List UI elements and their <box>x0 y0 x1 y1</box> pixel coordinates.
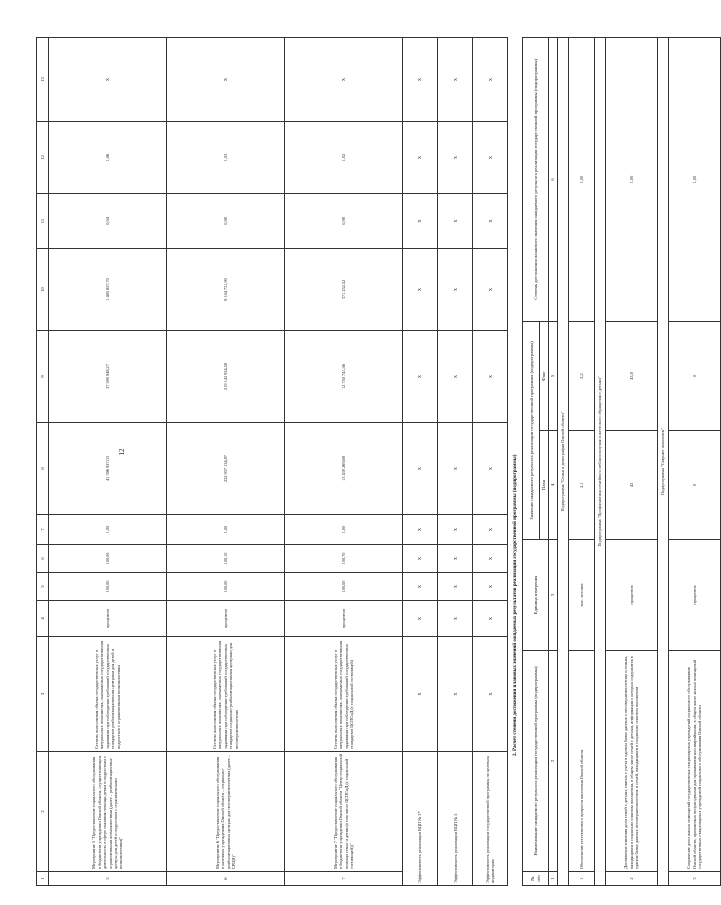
col-num: 2 <box>549 651 558 872</box>
subprogram-title: Подпрограмма "Старшее поколение" <box>657 38 668 886</box>
value-cell: 1,02 <box>285 122 403 194</box>
plan-value: 0 <box>668 431 720 540</box>
col-num: 6 <box>549 38 558 322</box>
value-cell: 8 104 731,90 <box>167 249 285 331</box>
summary-cell: X <box>473 637 508 752</box>
indicator-name: Степень выполнения объема государственных услуг в натуральных показателях, оказываемых государственными заданиями при соблюдении требований государственных стандартов социально-реабилитационными центрами для несовершеннолетних <box>167 637 285 752</box>
unit: процентов <box>668 540 720 651</box>
value-cell: 1,03 <box>167 122 285 194</box>
degree-value: 1,00 <box>605 38 657 322</box>
value-cell: 12 750 741,56 <box>285 331 403 423</box>
result-name: Обеспечение естественного прироста населения Омской области <box>568 651 594 872</box>
col-num: 9 <box>37 331 49 423</box>
results-column-number-row <box>549 38 558 886</box>
summary-cell: X <box>403 515 438 545</box>
fact-value: 2,2 <box>568 322 594 431</box>
value-cell: 1,00 <box>49 515 167 545</box>
measure-name: Мероприятие 5 "Предоставление социального обслуживания в бюджетном учреждении Омской области, осуществляющем деятельность в сфере оказания помощи детям и подросткам с ограниченными возможностями (далее – реабилитационные центры для детей и подростков с ограниченными возможностями)" <box>49 752 167 872</box>
subprogram-title: Подпрограмма "Профилактика семейного неблагополучия и жестокого обращения с детьми" <box>594 38 605 886</box>
results-table <box>522 37 720 886</box>
value-cell: X <box>285 38 403 122</box>
col-num: 5 <box>549 322 558 431</box>
fact-value: 43,8 <box>605 322 657 431</box>
value-cell: 222 937 134,87 <box>167 423 285 515</box>
value-cell: 1,00 <box>167 515 285 545</box>
results-header-row <box>523 38 540 886</box>
col-num: 2 <box>37 752 49 872</box>
unit: процентов <box>49 601 167 637</box>
row-number: 1 <box>568 872 594 886</box>
table-row <box>668 38 720 886</box>
summary-cell: X <box>438 331 473 423</box>
summary-cell: X <box>473 194 508 249</box>
subprogram-row <box>657 38 668 886</box>
col-num: 8 <box>37 423 49 515</box>
value-cell: X <box>49 38 167 122</box>
row-number: 7 <box>285 872 403 886</box>
header-fact: Факт <box>540 322 549 431</box>
unit: процентов <box>167 601 285 637</box>
unit: процентов <box>285 601 403 637</box>
summary-cell: X <box>438 122 473 194</box>
col-num: 7 <box>37 515 49 545</box>
summary-cell: X <box>403 38 438 122</box>
summary-row <box>438 38 473 886</box>
subprogram-title: Подпрограмма "Семья и демография Омской области" <box>557 38 568 886</box>
plan-value: 43 <box>605 431 657 540</box>
row-number: 6 <box>167 872 285 886</box>
col-num: 1 <box>549 872 558 886</box>
summary-cell: X <box>403 545 438 573</box>
table-row <box>285 38 403 886</box>
value-cell: 1,00 <box>285 515 403 545</box>
value-cell: 100,00 <box>49 573 167 601</box>
header-unit: Единица измерения <box>523 540 549 651</box>
summary-cell: X <box>473 573 508 601</box>
value-cell: 219 143 934,58 <box>167 331 285 423</box>
summary-cell: X <box>403 601 438 637</box>
result-name: Сохранение доли жилых помещений государственных стационарных учреждений социального обслуживания Омской области, признанных непригодными для проживания или аварийными, в общем числе жилых помещений государственных стационарных учреждений социального обслуживания Омской области <box>668 651 720 872</box>
measure-name: Мероприятие 6 "Предоставление социального обслуживания в казенных учреждениях Омской области – социально-реабилитационных центрах для несовершеннолетних (далее – СРЦН)" <box>167 752 285 872</box>
table-row <box>605 38 657 886</box>
summary-cell: X <box>473 423 508 515</box>
subprogram-row <box>594 38 605 886</box>
fact-value: 0 <box>668 322 720 431</box>
summary-cell: X <box>473 545 508 573</box>
summary-cell: X <box>438 637 473 752</box>
header-result-name: Наименование ожидаемого результата реализации государственной программы (подпрограммы) <box>523 651 549 872</box>
efficiency-table <box>36 37 508 886</box>
row-number: 2 <box>605 872 657 886</box>
summary-label: Эффективность реализации ВЦП № 5 <box>438 752 473 886</box>
summary-cell: X <box>473 122 508 194</box>
summary-cell: X <box>438 601 473 637</box>
col-num: 13 <box>37 38 49 122</box>
value-cell: 100,00 <box>285 573 403 601</box>
col-num: 5 <box>37 573 49 601</box>
col-num: 11 <box>37 194 49 249</box>
measure-name: Мероприятие 7 "Предоставление социального обслуживания в бюджетном учреждении Омской области "Центр социальной помощи семье и детям (в том числе ЦСПСиД (с социальной гостиницей))" <box>285 752 403 872</box>
summary-label: Эффективность реализации государственной программы по целевым индикаторам <box>473 752 508 886</box>
value-cell: 100,00 <box>167 573 285 601</box>
summary-cell: X <box>403 194 438 249</box>
row-number: 3 <box>668 872 720 886</box>
col-num: 3 <box>549 540 558 651</box>
unit: тыс. человек <box>568 540 594 651</box>
summary-cell: X <box>473 515 508 545</box>
subprogram-row <box>557 38 568 886</box>
value-cell: 1,06 <box>49 122 167 194</box>
col-num: 6 <box>37 545 49 573</box>
summary-cell: X <box>403 637 438 752</box>
summary-cell: X <box>403 423 438 515</box>
summary-cell: X <box>438 515 473 545</box>
col-num: 12 <box>37 122 49 194</box>
value-cell: 41 396 957,03 <box>49 423 167 515</box>
summary-cell: X <box>473 38 508 122</box>
section-2-title: 2. Расчет степени достижения плановых значений ожидаемых результатов реализации государственной программы (подпрограммы) <box>513 454 519 756</box>
value-cell: 100,10 <box>167 545 285 573</box>
summary-row <box>403 38 438 886</box>
summary-row <box>473 38 508 886</box>
summary-label: Эффективность реализации ВЦП № 3* <box>403 752 438 886</box>
summary-cell: X <box>438 249 473 331</box>
summary-cell: X <box>438 38 473 122</box>
summary-cell: X <box>403 573 438 601</box>
page-number: 12 <box>118 448 126 456</box>
value-cell: 371 252,52 <box>285 249 403 331</box>
header-plan: План <box>540 431 549 540</box>
summary-cell: X <box>438 573 473 601</box>
value-cell: 100,70 <box>285 545 403 573</box>
row-number: 5 <box>49 872 167 886</box>
summary-cell: X <box>403 249 438 331</box>
summary-cell: X <box>403 331 438 423</box>
table-row <box>568 38 594 886</box>
table-row <box>49 38 167 886</box>
summary-cell: X <box>473 249 508 331</box>
summary-cell: X <box>473 601 508 637</box>
table-row <box>167 38 285 886</box>
value-cell: 13 439 269,68 <box>285 423 403 515</box>
rotated-page-content <box>36 38 703 886</box>
value-cell: X <box>167 38 285 122</box>
value-cell: 0,98 <box>167 194 285 249</box>
value-cell: 0,94 <box>49 194 167 249</box>
summary-cell: X <box>438 194 473 249</box>
header-degree: Степень достижения планового значения ожидаемого результата реализации государственной программы (подпрограммы) <box>523 38 549 322</box>
indicator-name: Степень выполнения объема государственных услуг в натуральных показателях, оказываемых государственными заданиями при соблюдении требований государственных стандартов реабилитационными центрами для детей и подростков с ограниченными возможностями <box>49 637 167 752</box>
result-name: Достижение значения доли семей с детьми, снятых с учета в едином банке данных о несовершеннолетних и семьях, находящихся в социально опасном положении, в общем числе семей с детьми, информация о которых содержится в едином банке данных несовершеннолетних и семей, находящихся в социально опасном положении <box>605 651 657 872</box>
header-num: № п/п <box>523 872 549 886</box>
column-number-row <box>37 38 49 886</box>
value-cell: 0,98 <box>285 194 403 249</box>
col-num: 3 <box>37 637 49 752</box>
summary-cell: X <box>403 122 438 194</box>
degree-value: 1,00 <box>568 38 594 322</box>
value-cell: 1 485 857,70 <box>49 249 167 331</box>
value-cell: 37 590 948,27 <box>49 331 167 423</box>
col-num: 4 <box>37 601 49 637</box>
degree-value: 1,00 <box>668 38 720 322</box>
unit: процентов <box>605 540 657 651</box>
header-value: Значение ожидаемого результата реализации государственной программы (подпрограммы) <box>523 322 540 540</box>
summary-cell: X <box>438 545 473 573</box>
indicator-name: Степень выполнения объема государственных услуг в натуральных показателях, оказываемых государственными заданиями при соблюдении требований государственных стандартов ЦСПСиД (с социальной гостиницей) <box>285 637 403 752</box>
value-cell: 100,00 <box>49 545 167 573</box>
plan-value: 2,1 <box>568 431 594 540</box>
col-num: 1 <box>37 872 49 886</box>
summary-cell: X <box>473 331 508 423</box>
col-num: 10 <box>37 249 49 331</box>
col-num: 4 <box>549 431 558 540</box>
summary-cell: X <box>438 423 473 515</box>
